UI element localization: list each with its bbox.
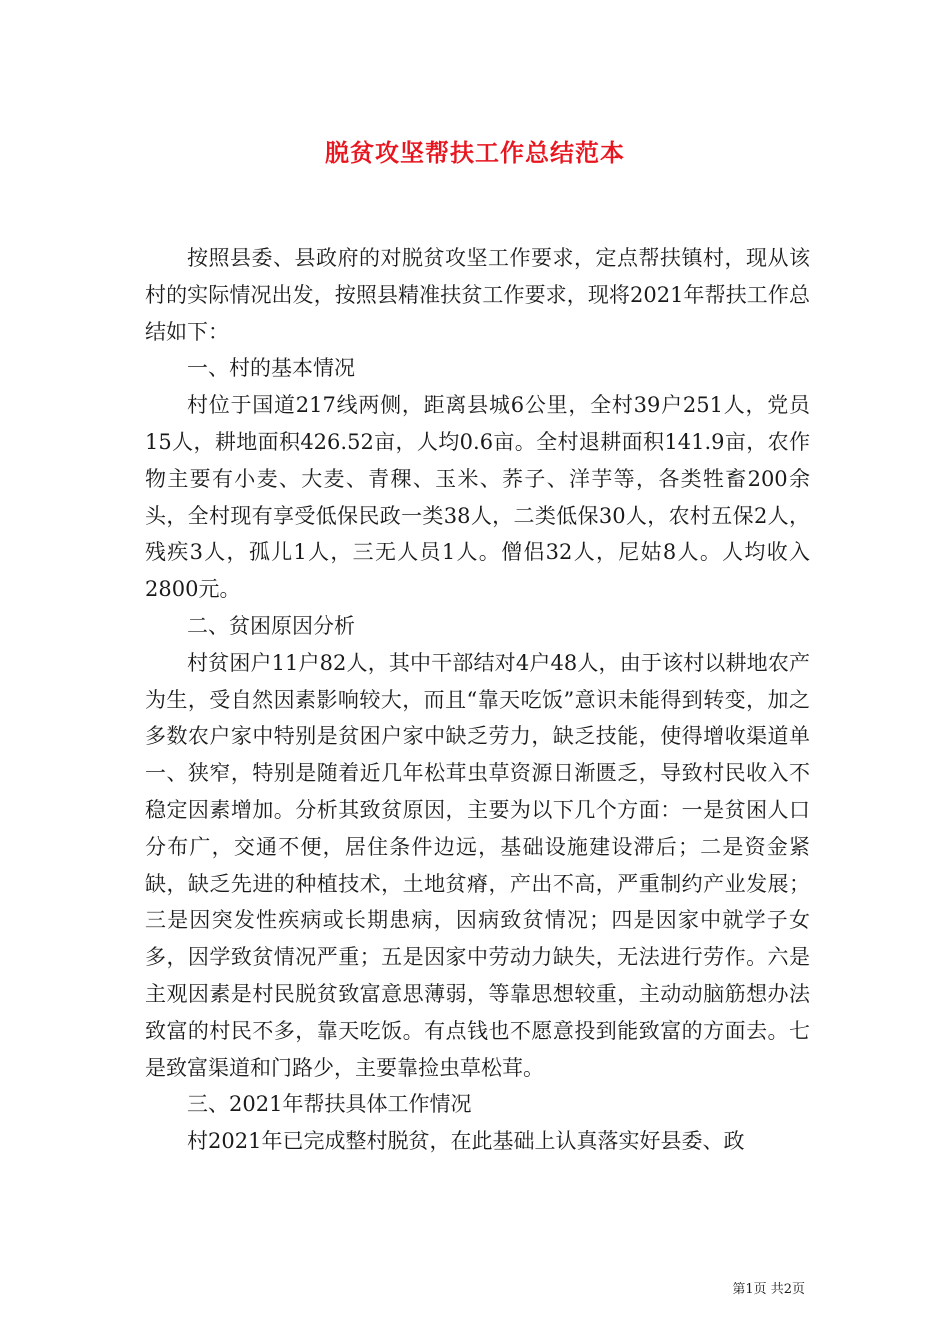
document-body	[145, 240, 810, 1160]
document-title: 脱贫攻坚帮扶工作总结范本	[325, 138, 625, 167]
page-number: 第1页 共2页	[732, 1282, 805, 1297]
paragraph-work-2021: 村2021年已完成整村脱贫，在此基础上认真落实好县委、政	[187, 1129, 745, 1154]
section-heading-poverty-causes: 二、贫困原因分析	[187, 613, 355, 638]
paragraph-poverty-causes: 村贫困户11户82人，其中干部结对4户48人，由于该村以耕地农产为生，受自然因素影响较大，而且“靠天吃饭”意识未能得到转变，加之多数农户家中特别是贫困户家中缺乏劳力，缺乏技能，使得增收渠道单一、狭窄，特别是随着近几年松茸虫草资源日渐匮乏，导致村民收入不稳定因素增加。分析其致贫原因，主要为以下几个方面：一是贫困人口分布广，交通不便，居住条件边远，基础设施建设滞后；二是资金紧缺，缺乏先进的种植技术，土地贫瘠，产出不高，严重制约产业发展；三是因突发性疾病或长期患病，因病致贫情况；四是因家中就学子女多，因学致贫情况严重；五是因家中劳动力缺失，无法进行劳作。六是主观因素是村民脱贫致富意思薄弱，等靠思想较重，主动动脑筋想办法致富的村民不多，靠天吃饭。有点钱也不愿意投到能致富的方面去。七是致富渠道和门路少，主要靠捡虫草松茸。	[145, 650, 810, 1080]
section-heading-work-2021: 三、2021年帮扶具体工作情况	[187, 1092, 472, 1117]
paragraph-basic-info: 村位于国道217线两侧，距离县城6公里，全村39户251人，党员15人，耕地面积426.52亩，人均0.6亩。全村退耕面积141.9亩，农作物主要有小麦、大麦、青稞、玉米、荞子、洋芋等，各类牲畜200余头，全村现有享受低保民政一类38人，二类低保30人，农村五保2人，残疾3人，孤儿1人，三无人员1人。僧侣32人，尼姑8人。人均收入2800元。	[145, 393, 810, 602]
section-heading-basic-info: 一、村的基本情况	[187, 356, 355, 381]
paragraph-intro: 按照县委、县政府的对脱贫攻坚工作要求，定点帮扶镇村，现从该村的实际情况出发，按照县精准扶贫工作要求，现将2021年帮扶工作总结如下：	[145, 246, 810, 344]
